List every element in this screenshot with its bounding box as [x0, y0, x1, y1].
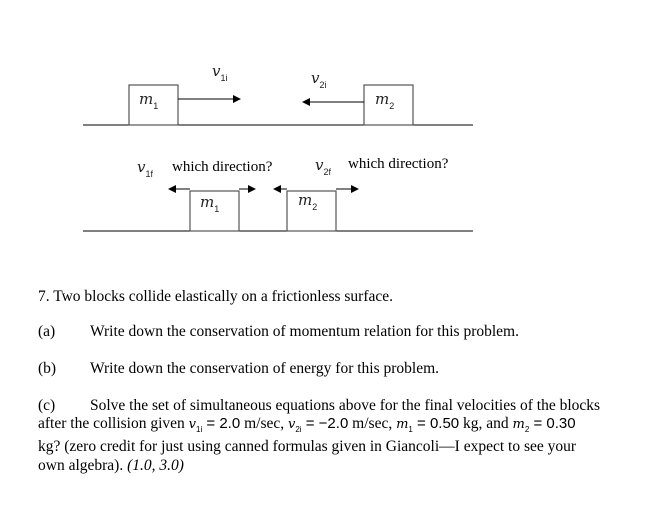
- part-b-text: Write down the conservation of energy for this problem.: [90, 360, 440, 377]
- answer-hint: (1.0, 3.0): [127, 457, 184, 474]
- part-b-label: (b): [38, 360, 57, 377]
- label-v1i: $v_{1i}$: [212, 62, 228, 83]
- part-a-text: Write down the conservation of momentum relation for this problem.: [90, 323, 519, 340]
- label-m2-after: $m_2$: [298, 191, 318, 212]
- part-c-line4: own algebra). (1.0, 3.0): [38, 457, 184, 474]
- part-c-line3: kg? (zero credit for just using canned formulas given in Giancoli—I expect to see your: [38, 438, 577, 455]
- label-v1f: $v_{1f}$: [137, 158, 153, 179]
- label-v2f: $v_{2f}$: [315, 156, 331, 177]
- part-c-line1: Solve the set of simultaneous equations above for the final velocities of the blocks: [90, 397, 601, 414]
- which-direction-2: which direction?: [348, 156, 449, 172]
- label-m1-before: $m_1$: [139, 90, 159, 111]
- part-c-label: (c): [38, 397, 56, 414]
- label-m2-before: $m_2$: [375, 90, 395, 111]
- label-v2i: $v_{2i}$: [311, 69, 327, 90]
- part-c-line2: after the collision given $v_{1i} = 2.0$ m/sec, $v_{2i} = -2.0$ m/sec, $m_1 = 0.50$ kg, and $m_2 = 0.30$: [38, 415, 576, 434]
- part-a-label: (a): [38, 323, 56, 340]
- problem-statement: 7. Two blocks collide elastically on a frictionless surface.: [38, 288, 394, 305]
- label-m1-after: $m_1$: [200, 193, 220, 214]
- which-direction-1: which direction?: [172, 159, 273, 175]
